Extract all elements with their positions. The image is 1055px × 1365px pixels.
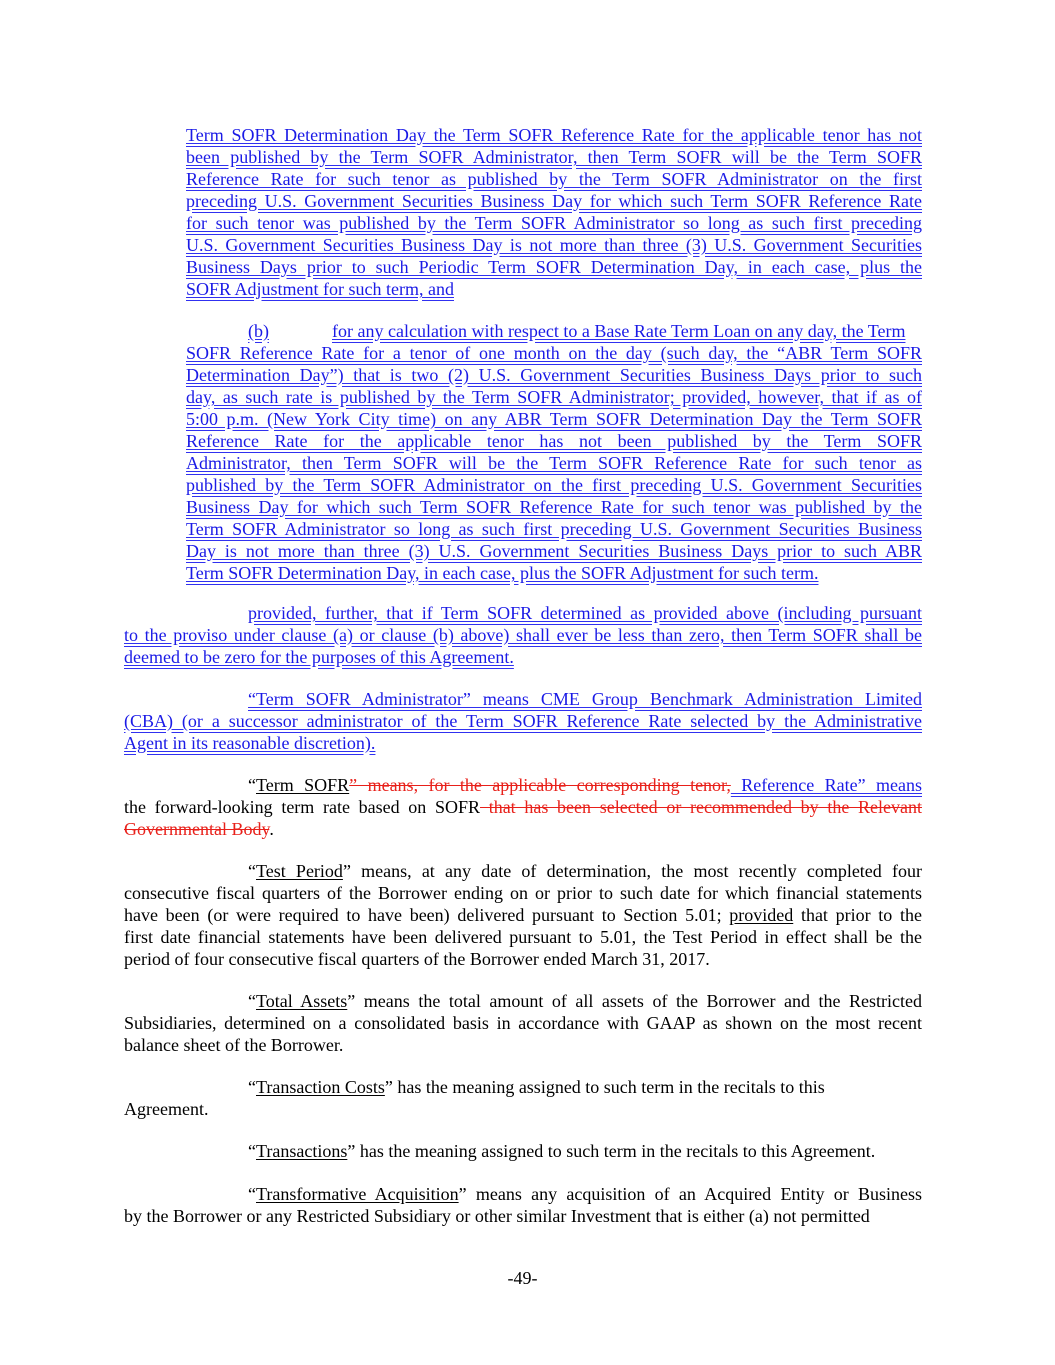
inserted-text: SOFR Reference Rate for a tenor of one month on the day (such day, the “ABR Term SOFR (186, 343, 922, 363)
text: first date financial statements have been delivered pursuant to 5.01, the Test Period in effect shall be the (124, 927, 922, 947)
page-number: -49- (507, 1268, 538, 1288)
text-line (186, 212, 922, 234)
defined-term: Total Assets (256, 991, 348, 1011)
inserted-text: Reference Rate for the applicable tenor has not been published by the Term SOFR (186, 431, 922, 451)
text: period of four consecutive fiscal quarters of the Borrower ended March 31, 2017. (124, 949, 710, 969)
inserted-text: Reference Rate for such tenor as published by the Term SOFR Administrator on the first (186, 169, 922, 189)
text: ” means any acquisition of an Acquired Entity or Business (458, 1184, 923, 1204)
inserted-text: for any calculation with respect to a Base Rate Term Loan on any day, the Term (332, 321, 906, 341)
text-line (186, 562, 818, 584)
inserted-text: Term SOFR Determination Day the Term SOFR Reference Rate for the applicable tenor has not (186, 125, 922, 145)
inserted-text: Administrator, then Term SOFR will be the Term SOFR Reference Rate for such tenor as (186, 453, 922, 473)
text: that prior to the (793, 905, 922, 925)
text: by the Borrower or any Restricted Subsidiary or other similar Investment that is either (a) not permitted (124, 1206, 870, 1226)
text-line (124, 926, 922, 948)
text-line (186, 386, 922, 408)
text: ” means the total amount of all assets of the Borrower and the Restricted (347, 991, 923, 1011)
text: Subsidiaries, determined on a consolidated basis in accordance with GAAP as shown on the most recent (124, 1013, 922, 1033)
defined-term: Transformative Acquisition (256, 1184, 459, 1204)
text-line (186, 146, 922, 168)
text-line (186, 430, 922, 452)
inserted-text: published by the Term SOFR Administrator on the first preceding U.S. Government Securities (186, 475, 922, 495)
text-line (248, 602, 922, 624)
text-line (186, 364, 922, 386)
inserted-text: Business Day for which such Term SOFR Reference Rate for such tenor was published by the (186, 497, 922, 517)
text-line (186, 278, 454, 300)
inserted-text: day, as such rate is published by the Term SOFR Administrator; provided, however, that if as of (186, 387, 922, 407)
text-line (186, 168, 922, 190)
text-line (124, 1098, 208, 1120)
text: consecutive fiscal quarters of the Borrower ending on or prior to such date for which financial statements (124, 883, 922, 903)
text-line (124, 818, 274, 840)
text-line (248, 1183, 922, 1205)
text-line (186, 452, 922, 474)
text: ” has the meaning assigned to such term in the recitals to this Agreement. (347, 1141, 876, 1161)
text: “ (248, 861, 256, 881)
deleted-text: that has been selected or recommended by the Relevant (480, 797, 922, 817)
text: “ (248, 991, 256, 1011)
deleted-text: Governmental Body (124, 819, 270, 839)
text-line (124, 624, 922, 646)
text-line (248, 860, 922, 882)
text-line (186, 496, 922, 518)
text-line (186, 124, 922, 146)
inserted-text: (CBA) (or a successor administrator of the Term SOFR Reference Rate selected by the Administrative (124, 711, 922, 731)
text-line (124, 1012, 922, 1034)
inserted-text: Day is not more than three (3) U.S. Government Securities Business Days prior to such ABR (186, 541, 922, 561)
inserted-text: SOFR Adjustment for such term, and (186, 279, 454, 299)
text: Agreement. (124, 1099, 209, 1119)
text-line (186, 342, 922, 364)
text: balance sheet of the Borrower. (124, 1035, 344, 1055)
text-line (186, 540, 922, 562)
text-line (248, 1140, 875, 1162)
inserted-text: Term SOFR Administrator so long as such first preceding U.S. Government Securities Business (186, 519, 922, 539)
inserted-text: provided, further, that if Term SOFR determined as provided above (including pursuant (248, 603, 922, 623)
inserted-text: Reference Rate” means (730, 775, 922, 795)
text: “ (248, 1077, 256, 1097)
text-line (248, 1076, 825, 1098)
inserted-text: preceding U.S. Government Securities Business Day for which such Term SOFR Reference Rate (186, 191, 922, 211)
text-line (186, 474, 922, 496)
defined-term: provided (729, 905, 794, 925)
inserted-text: deemed to be zero for the purposes of this Agreement. (124, 647, 514, 667)
text-line (124, 710, 922, 732)
text: “ (248, 775, 256, 795)
text-line (124, 732, 375, 754)
text-line (248, 688, 922, 710)
defined-term: Term SOFR (256, 775, 350, 795)
inserted-text: Agent in its reasonable discretion). (124, 733, 376, 753)
defined-term: Transaction Costs (256, 1077, 385, 1097)
text: “ (248, 1184, 256, 1204)
text-line (124, 1034, 343, 1056)
text-line (186, 518, 922, 540)
text-line (248, 774, 922, 796)
text-line (186, 408, 922, 430)
text: ” has the meaning assigned to such term in the recitals to this (384, 1077, 825, 1097)
text-line (186, 256, 922, 278)
text-line (248, 990, 922, 1012)
deleted-text: ” means, for the applicable corresponding tenor, (349, 775, 731, 795)
inserted-text: “Term SOFR Administrator” means CME Group Benchmark Administration Limited (248, 689, 922, 709)
inserted-text: 5:00 p.m. (New York City time) on any ABR Term SOFR Determination Day the Term SOFR (186, 409, 922, 429)
defined-term: Transactions (256, 1141, 348, 1161)
text: the forward-looking term rate based on SOFR (124, 797, 481, 817)
text: . (269, 819, 274, 839)
inserted-text: been published by the Term SOFR Administrator, then Term SOFR will be the Term SOFR (186, 147, 922, 167)
text-line (186, 234, 922, 256)
text: have been (or were required to have been) delivered pursuant to Section 5.01; (124, 905, 730, 925)
inserted-text: for such tenor was published by the Term SOFR Administrator so long as such first preceding (186, 213, 922, 233)
text-line (124, 948, 710, 970)
inserted-text: Business Days prior to such Periodic Term SOFR Determination Day, in each case, plus the (186, 257, 922, 277)
text-line (124, 796, 922, 818)
text-line (248, 320, 905, 342)
inserted-text: Term SOFR Determination Day, in each case, plus the SOFR Adjustment for such term. (186, 563, 819, 583)
text-line (124, 1205, 870, 1227)
inserted-text: Determination Day”) that is two (2) U.S. Government Securities Business Days prior to such (186, 365, 922, 385)
inserted-text: (b) (248, 321, 269, 341)
text-line (124, 882, 922, 904)
defined-term: Test Period (256, 861, 343, 881)
text: ” means, at any date of determination, the most recently completed four (342, 861, 922, 881)
text-line (124, 904, 922, 926)
text: “ (248, 1141, 256, 1161)
text-line (124, 646, 514, 668)
text-line (186, 190, 922, 212)
inserted-text: U.S. Government Securities Business Day is not more than three (3) U.S. Government Securities (186, 235, 922, 255)
inserted-text: to the proviso under clause (a) or clause (b) above) shall ever be less than zero, then Term SOFR shall be (124, 625, 922, 645)
